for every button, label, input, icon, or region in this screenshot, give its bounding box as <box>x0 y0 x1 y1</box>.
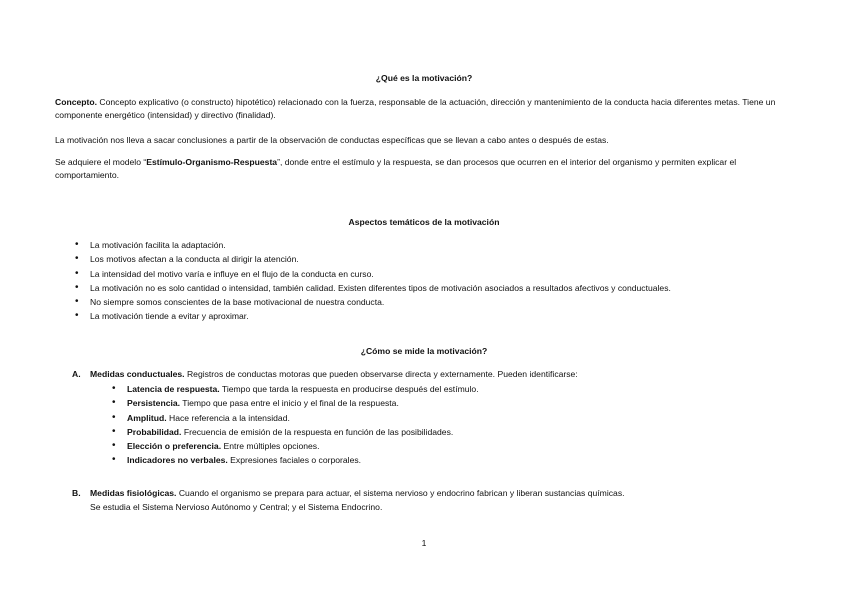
list-item <box>112 396 792 410</box>
section-b-letter: B. <box>72 488 81 498</box>
section-a-text: Registros de conductas motoras que pueden observarse directa y externamente. Pueden identificarse: <box>186 369 578 379</box>
section-b-line <box>90 488 625 498</box>
item-text: Tiempo que tarda la respuesta en producirse después del estímulo. <box>221 384 479 394</box>
item-text: Entre múltiples opciones. <box>223 441 320 452</box>
list-item <box>112 411 792 425</box>
concept-paragraph <box>55 96 800 122</box>
list-item: • La motivación facilita la adaptación. <box>75 238 795 252</box>
item-label: Amplitud. <box>127 412 167 423</box>
section-b-line-2: Se estudia el Sistema Nervioso Autónomo y Central; y el Sistema Endocrino. <box>90 502 383 512</box>
item-text: Frecuencia de emisión de la respuesta en función de las posibilidades. <box>183 426 454 437</box>
behavioral-measures-list <box>112 382 792 468</box>
list-item <box>112 439 792 453</box>
section-b-label: Medidas fisiológicas. <box>90 488 177 498</box>
list-item: • La motivación tiende a evitar y aproximar. <box>75 309 795 323</box>
item-label: Latencia de respuesta. <box>127 384 220 394</box>
page-number: 1 <box>421 538 427 548</box>
section-b-text: Cuando el organismo se prepara para actuar, el sistema nervioso y endocrino fabrican y liberan sustancias químicas. <box>178 488 625 498</box>
item-text: Hace referencia a la intensidad. <box>169 412 290 423</box>
list-item <box>112 453 792 467</box>
concept-label: Concepto. <box>55 97 98 107</box>
item-text: Expresiones faciales o corporales. <box>230 455 362 466</box>
model-text-pre: Se adquiere el modelo “ <box>55 157 147 167</box>
section-a-label: Medidas conductuales. <box>90 369 185 379</box>
section-a-line <box>90 369 578 379</box>
list-item: • La motivación no es solo cantidad o intensidad, también calidad. Existen diferentes tipos de motivación asociados a resultados afectivos y conductuales. <box>75 281 795 295</box>
item-label: Persistencia. <box>127 398 181 409</box>
heading-que-es: ¿Qué es la motivación? <box>375 73 473 83</box>
list-item <box>112 382 792 396</box>
observation-paragraph: La motivación nos lleva a sacar conclusiones a partir de la observación de conductas específicas que se llevan a cabo antes o después de estas. <box>55 135 609 145</box>
item-label: Probabilidad. <box>127 426 182 437</box>
list-item <box>112 425 792 439</box>
item-label: Elección o preferencia. <box>127 441 222 452</box>
heading-aspectos: Aspectos temáticos de la motivación <box>348 217 500 227</box>
model-text-post: ”, donde entre el estímulo y la respuesta, se dan procesos que ocurren en el interior del organismo y permiten explicar el comportamiento. <box>55 157 737 180</box>
model-paragraph <box>55 156 800 182</box>
section-a-letter: A. <box>72 369 81 379</box>
list-item: • Los motivos afectan a la conducta al dirigir la atención. <box>75 252 795 266</box>
list-item: • La intensidad del motivo varía e influye en el flujo de la conducta en curso. <box>75 267 795 281</box>
model-name: Estímulo-Organismo-Respuesta <box>146 157 278 167</box>
list-item: • No siempre somos conscientes de la base motivacional de nuestra conducta. <box>75 295 795 309</box>
concept-text: Concepto explicativo (o constructo) hipotético) relacionado con la fuerza, responsable de la actuación, dirección y mantenimiento de la conducta hacia diferentes metas. Tiene un componente energético (intensidad) y directivo (finalidad). <box>55 97 776 120</box>
heading-como-se-mide: ¿Cómo se mide la motivación? <box>360 346 488 356</box>
item-text: Tiempo que pasa entre el inicio y el final de la respuesta. <box>182 398 399 409</box>
item-label: Indicadores no verbales. <box>127 455 228 466</box>
aspects-list <box>75 238 795 324</box>
